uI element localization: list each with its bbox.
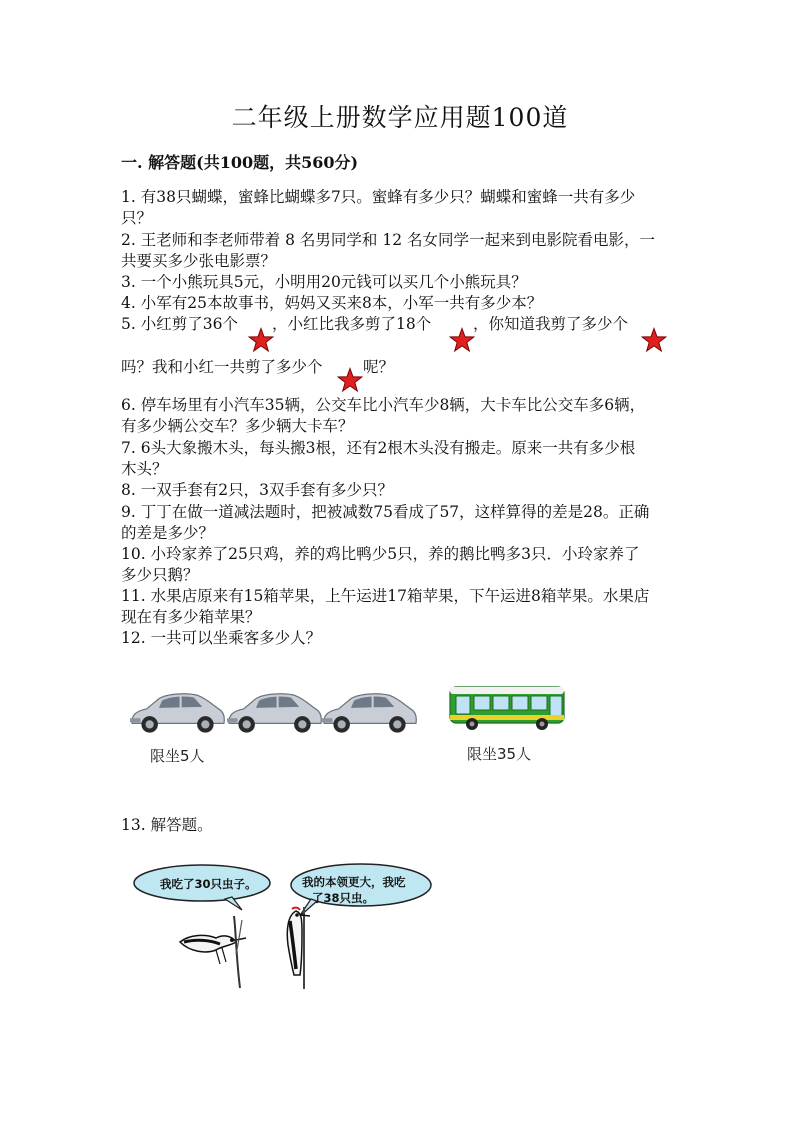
question-line: 的差是多少？ [121, 524, 215, 542]
star-icon [337, 367, 363, 393]
page-title: 二年级上册数学应用题100道 [231, 103, 569, 132]
car-capacity-caption: 限坐5人 [150, 747, 205, 765]
question-line: 多少只鹅？ [121, 566, 199, 584]
q13-label: 13. 解答题。 [121, 816, 213, 834]
bus-capacity-caption: 限坐35人 [467, 745, 532, 763]
bubble-left-text: 我吃了30只虫子。 [160, 877, 257, 891]
bird-icon [176, 912, 256, 990]
car-icon [225, 686, 323, 736]
q5-part4: 吗？我和小红一共剪了多少个 [121, 358, 323, 376]
q5-part3: ，你知道我剪了多少个 [473, 315, 629, 333]
star-icon [641, 327, 667, 353]
car-icon [320, 686, 418, 736]
car-icon [128, 686, 226, 736]
question-line: 6. 停车场里有小汽车35辆，公交车比小汽车少8辆，大卡车比公交车多6辆， [121, 396, 646, 414]
star-icon [248, 327, 274, 353]
question-line: 12. 一共可以坐乘客多少人？ [121, 629, 322, 647]
q5-part2: ，小红比我多剪了18个 [272, 315, 432, 333]
q5-part5: 呢？ [363, 358, 395, 376]
question-line: 11. 水果店原来有15箱苹果，上午运进17箱苹果，下午运进8箱苹果。水果店 [121, 587, 650, 605]
question-line: 有多少辆公交车？多少辆大卡车？ [121, 417, 354, 435]
question-line: 现在有多少箱苹果？ [121, 608, 261, 626]
question-line: 9. 丁丁在做一道减法题时，把被减数75看成了57，这样算得的差是28。正确 [121, 503, 650, 521]
question-line: 木头？ [121, 460, 168, 478]
bubble-right-text-2: 了38只虫。 [312, 891, 375, 905]
question-line: 共要买多少张电影票？ [121, 252, 277, 270]
question-line: 8. 一双手套有2只，3双手套有多少只？ [121, 481, 393, 499]
section-heading: 一. 解答题(共100题，共560分) [121, 153, 359, 172]
bubble-right-text-1: 我的本领更大，我吃 [302, 875, 406, 889]
woodpecker-icon [280, 905, 320, 990]
star-icon [449, 327, 475, 353]
question-line: 只？ [121, 209, 153, 227]
question-line: 10. 小玲家养了25只鸡，养的鸡比鸭少5只，养的鹅比鸭多3只．小玲家养了 [121, 545, 640, 563]
bus-icon [448, 683, 568, 735]
question-line: 7. 6头大象搬木头，每头搬3根，还有2根木头没有搬走。原来一共有多少根 [121, 439, 636, 457]
question-line: 3. 一个小熊玩具5元，小明用20元钱可以买几个小熊玩具？ [121, 273, 527, 291]
q5-part1: 5. 小红剪了36个 [121, 315, 238, 333]
question-line: 2. 王老师和李老师带着 8 名男同学和 12 名女同学一起来到电影院看电影，一 [121, 231, 656, 249]
question-line: 1. 有38只蝴蝶，蜜蜂比蝴蝶多7只。蜜蜂有多少只？蝴蝶和蜜蜂一共有多少 [121, 188, 636, 206]
question-line: 4. 小军有25本故事书，妈妈又买来8本，小军一共有多少本？ [121, 294, 543, 312]
